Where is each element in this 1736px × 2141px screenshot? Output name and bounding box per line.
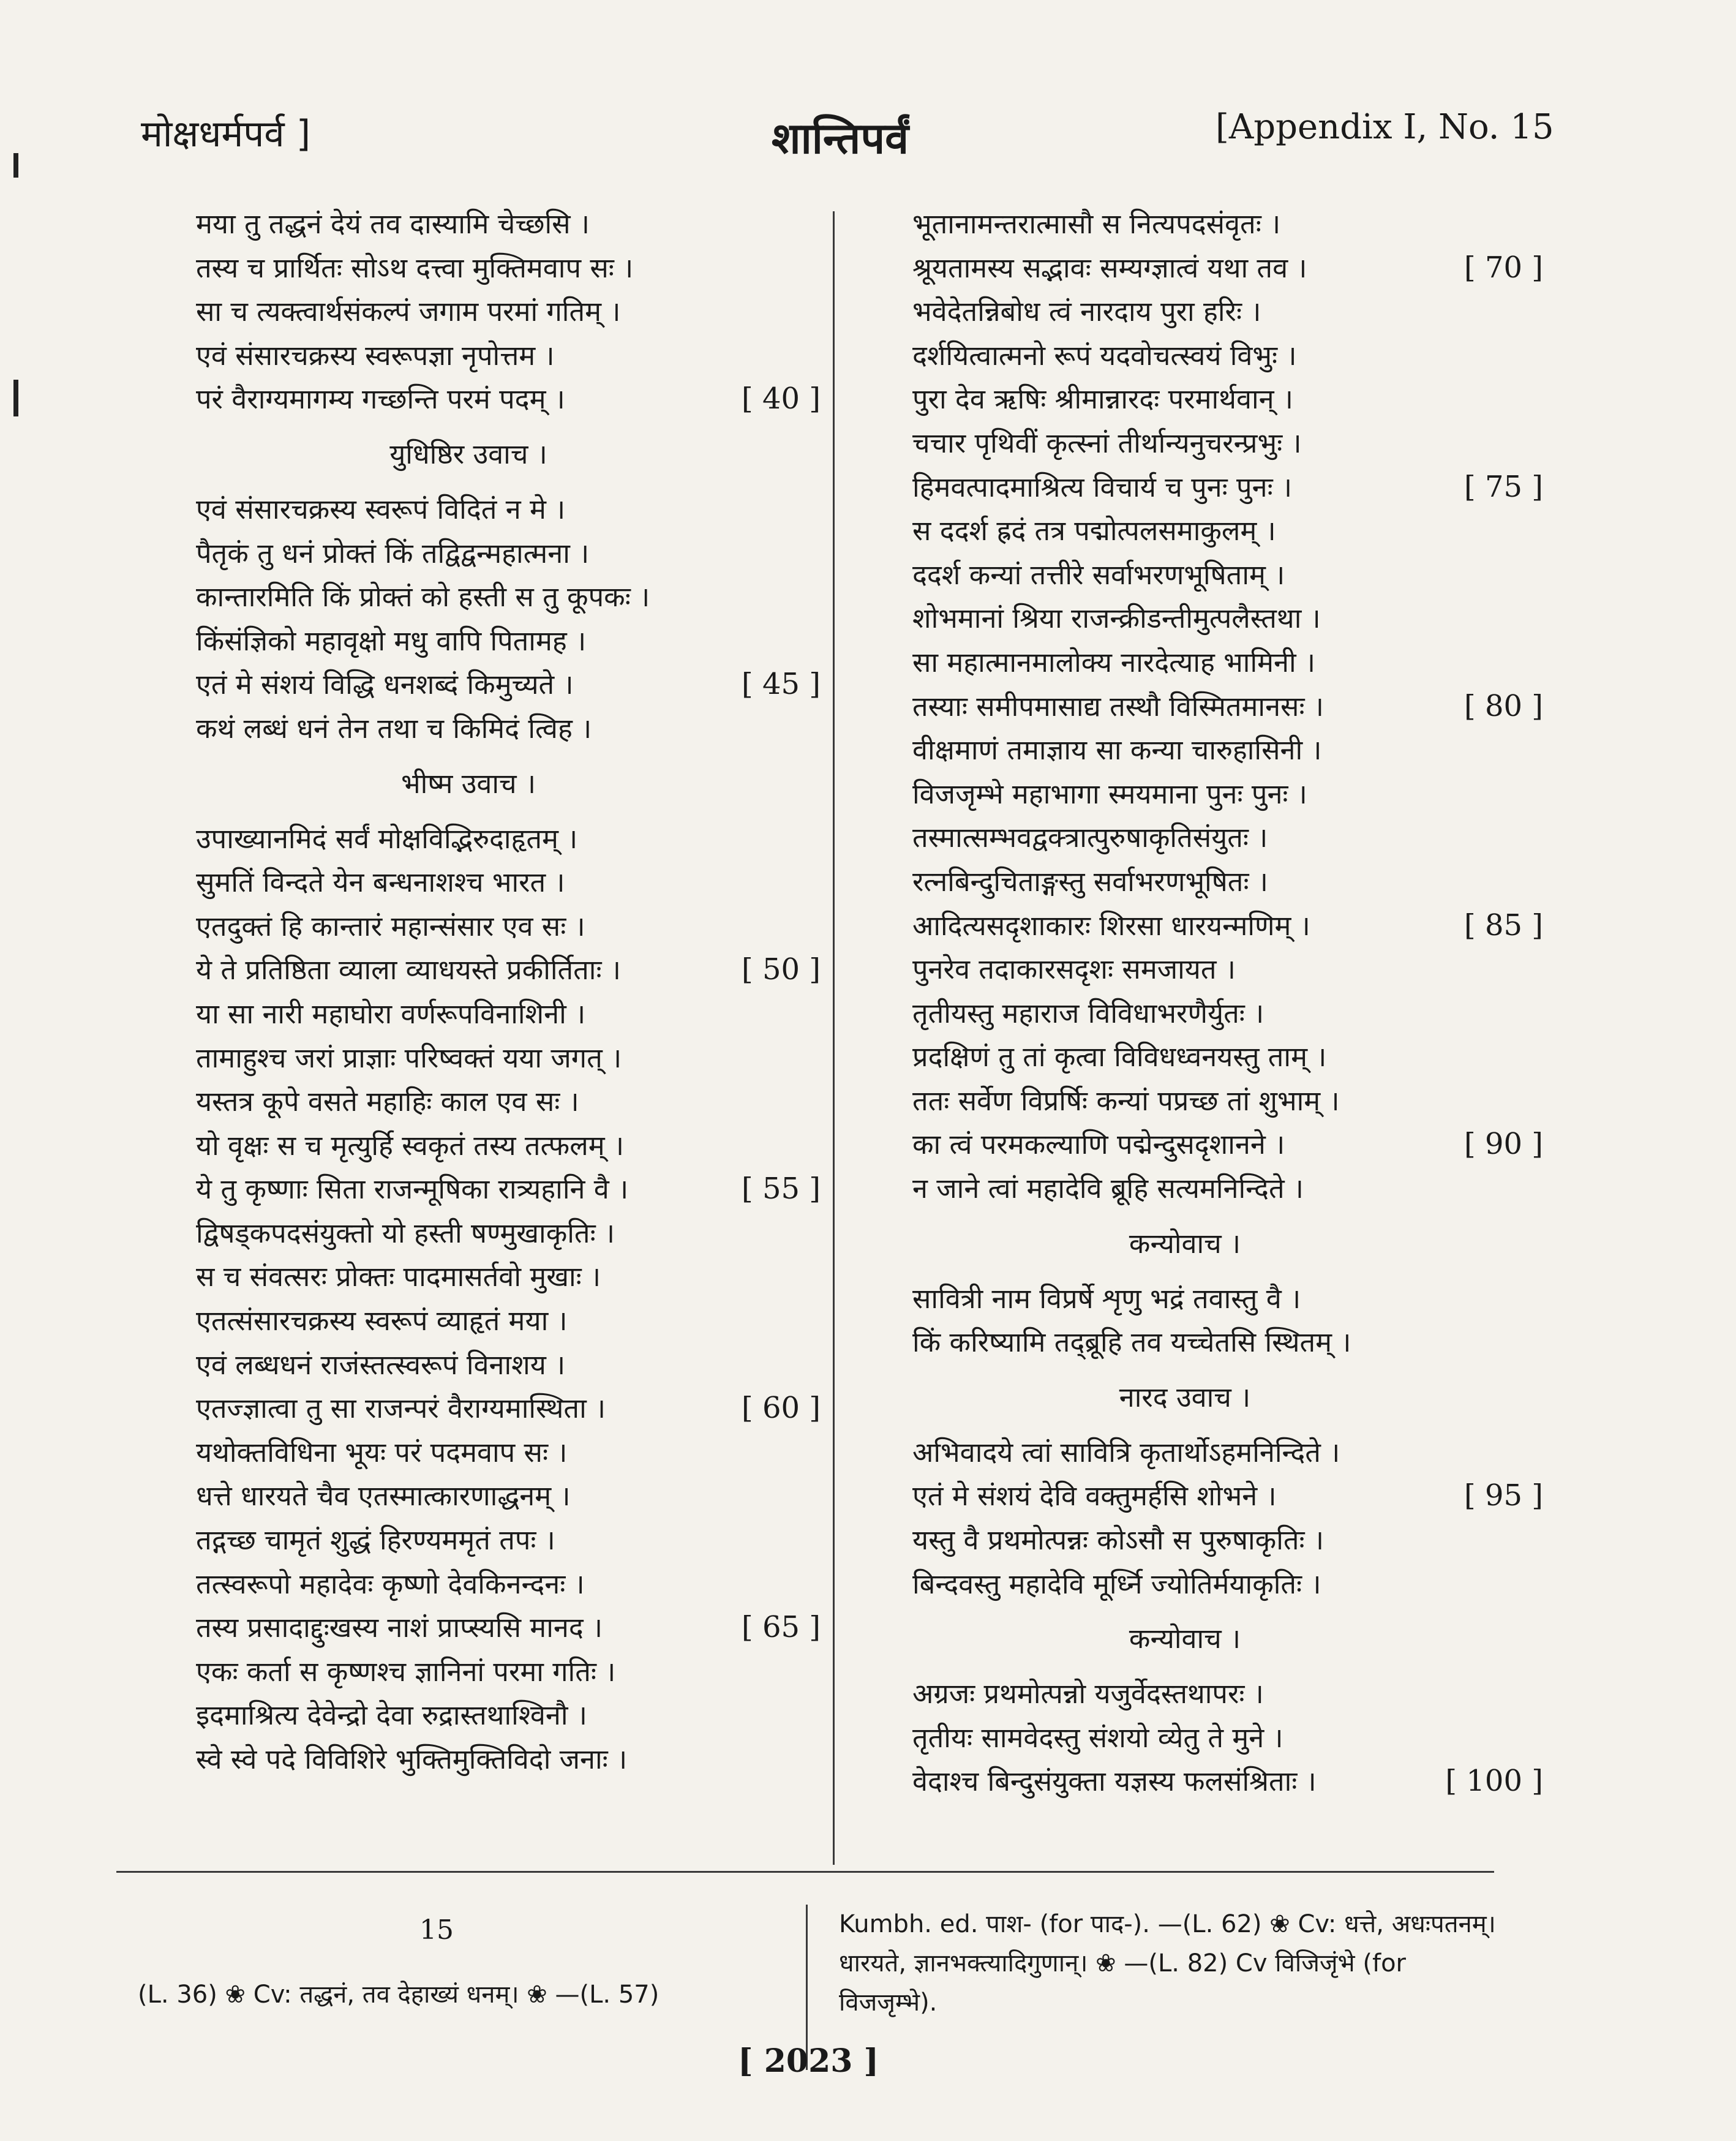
verse-number: [ 75 ] (1464, 469, 1543, 504)
verse-text: एवं संसारचक्रस्य स्वरूपज्ञा नृपोत्तम । (196, 339, 555, 372)
verse-text: एतदुक्तं हि कान्तारं महान्संसार एव सः । (196, 909, 585, 943)
verse-text: स्वे स्वे पदे विविशिरे भुक्तिमुक्तिविदो जनाः । (196, 1743, 628, 1775)
verse-text: एकः कर्ता स कृष्णश्च ज्ञानिनां परमा गतिः । (196, 1655, 616, 1688)
verse-text: इदमाश्रित्य देवेन्द्रो देवा रुद्रास्तथाश्विनौ । (196, 1699, 587, 1732)
verse-line (196, 202, 814, 246)
verse-line (912, 728, 1531, 772)
verse-text: किंसंज्ञिको महावृक्षो मधु वापि पितामह । (196, 624, 587, 657)
column-divider (833, 211, 835, 1865)
verse-line (196, 1167, 821, 1211)
verse-line (196, 575, 814, 619)
verse-line (912, 904, 1543, 948)
verse-line (196, 1474, 814, 1518)
header-right-reference: [Appendix I, No. 15 (1216, 107, 1554, 147)
verse-line (912, 1277, 1531, 1321)
verse-text: तस्य च प्रार्थितः सोऽथ दत्त्वा मुक्तिमवाप सः । (196, 251, 634, 284)
verse-text: पुरा देव ऋषिः श्रीमान्नारदः परमार्थवान् । (912, 383, 1293, 416)
verse-line (912, 947, 1531, 991)
verse-text: तृतीयः सामवेदस्तु संशयो व्येतु ते मुने । (912, 1721, 1283, 1754)
verse-text: तृतीयस्तु महाराज विविधाभरणैर्युतः । (912, 996, 1264, 1029)
verse-line (196, 1080, 814, 1124)
verse-line (196, 1124, 814, 1168)
verse-text: सा महात्मानमालोक्य नारदेत्याह भामिनी । (912, 645, 1316, 679)
verse-line (912, 1035, 1531, 1079)
speaker-heading: भीष्म उवाच । (401, 767, 536, 800)
verse-text: यस्तत्र कूपे वसते महाहिः काल एव सः । (196, 1085, 579, 1118)
page-number: [ 2023 ] (738, 2042, 879, 2080)
verse-text: द्विषड्कपदसंयुक्तो यो हस्ती षण्मुखाकृतिः । (196, 1216, 615, 1249)
verse-text: तस्याः समीपमासाद्य तस्थौ विस्मितमानसः । (912, 690, 1324, 723)
verse-line (912, 202, 1531, 246)
verse-text: प्रदक्षिणं तु तां कृत्वा विविधध्वनयस्तु ताम् । (912, 1040, 1327, 1074)
verse-text: आदित्यसदृशाकारः शिरसा धारयन्मणिम् । (912, 909, 1310, 942)
verse-text: शोभमानां श्रिया राजन्क्रीडन्तीमुत्पलैस्तथा । (912, 602, 1321, 635)
verse-text: सुमतिं विन्दते येन बन्धनाशश्च भारत । (196, 866, 565, 899)
verse-line (196, 1036, 814, 1080)
footnote-section-number: 15 (419, 1914, 454, 1946)
verse-text: भूतानामन्तरात्मासौ स नित्यपदसंवृतः । (912, 208, 1281, 240)
verse-line (196, 1343, 814, 1387)
verse-number: [ 60 ] (741, 1391, 821, 1426)
verse-line (912, 553, 1531, 597)
verse-line (912, 641, 1531, 685)
verse-line (196, 817, 814, 861)
verse-line (912, 246, 1543, 290)
verse-text: तस्य प्रसादाद्दुःखस्य नाशं प्राप्स्यसि मानद । (196, 1611, 603, 1644)
verse-text: बिन्दवस्तु महादेवि मूर्ध्नि ज्योतिर्मयाकृतिः । (912, 1567, 1321, 1600)
verse-text: उपाख्यानमिदं सर्वं मोक्षविद्भिरुदाहृतम् । (196, 822, 578, 855)
verse-line (196, 707, 814, 751)
verse-line (912, 465, 1543, 510)
verse-line (912, 816, 1531, 860)
verse-text: कान्तारमिति किं प्रोक्तं को हस्ती स तु कूपकः । (196, 581, 650, 614)
verse-text: श्रूयतामस्य सद्भावः सम्यग्ज्ञात्वं यथा तव । (912, 251, 1307, 284)
verse-text: अग्रजः प्रथमोत्पन्नो यजुर्वेदस्तथापरः । (912, 1677, 1264, 1710)
verse-text: मया तु तद्धनं देयं तव दास्यामि चेच्छसि । (196, 208, 590, 240)
verse-text: विजजृम्भे महाभागा स्मयमाना पुनः पुनः । (912, 777, 1307, 810)
verse-line (912, 1474, 1543, 1518)
verse-line (196, 1650, 814, 1694)
verse-line (196, 1518, 814, 1562)
verse-text: भवेदेतन्निबोध त्वं नारदाय पुरा हरिः । (912, 295, 1261, 328)
verse-text: वीक्षमाणं तमाज्ञाय सा कन्या चारुहासिनी । (912, 734, 1322, 767)
verse-line (912, 596, 1531, 641)
verse-line (912, 1716, 1531, 1760)
verse-number: [ 55 ] (741, 1172, 821, 1206)
verse-text: का त्वं परमकल्याणि पद्मेन्दुसदृशानने । (912, 1128, 1285, 1161)
verse-line (196, 1562, 814, 1606)
verse-line (196, 1431, 814, 1475)
verse-number: [ 90 ] (1464, 1127, 1543, 1162)
verse-line (912, 1562, 1531, 1606)
verse-number: [ 95 ] (1464, 1478, 1543, 1513)
verse-line (912, 1320, 1531, 1364)
verse-number: [ 80 ] (1464, 688, 1543, 723)
verse-text: एतज्ज्ञात्वा तु सा राजन्परं वैराग्यमास्थिता । (196, 1392, 606, 1425)
verse-text: सा च त्यक्त्वार्थसंकल्पं जगाम परमां गतिम् । (196, 295, 621, 328)
verse-text: स च संवत्सरः प्रोक्तः पादमासर्तवो मुखाः । (196, 1260, 601, 1293)
left-verse-column (196, 202, 821, 1782)
verse-line (912, 685, 1543, 729)
verse-text: किं करिष्यामि तद्ब्रूहि तव यच्चेतसि स्थितम् । (912, 1326, 1351, 1359)
verse-text: यस्तु वै प्रथमोत्पन्नः कोऽसौ स पुरुषाकृतिः । (912, 1524, 1324, 1557)
verse-line (196, 860, 814, 905)
header-center-title: शान्तिपर्वं (772, 113, 909, 164)
verse-line (196, 619, 814, 663)
verse-text: एतं मे संशयं देवि वक्तुमर्हसि शोभने । (912, 1480, 1277, 1513)
verse-line (912, 1167, 1531, 1211)
verse-line (912, 1123, 1543, 1167)
verse-number: [ 40 ] (741, 382, 821, 416)
verse-line (912, 377, 1531, 421)
verse-line (912, 1518, 1531, 1562)
verse-line (196, 1299, 814, 1343)
verse-line (912, 509, 1531, 553)
verse-number: [ 50 ] (741, 952, 821, 987)
header-left-title: मोक्षधर्मपर्व ] (141, 113, 311, 156)
verse-text: धत्ते धारयते चैव एतस्मात्कारणाद्धनम् । (196, 1480, 571, 1513)
verse-number: [ 70 ] (1464, 250, 1543, 285)
verse-text: तस्मात्सम्भवद्वक्त्रात्पुरुषाकृतिसंयुतः । (912, 821, 1268, 854)
verse-text: एतत्संसारचक्रस्य स्वरूपं व्याहृतं मया । (196, 1304, 568, 1338)
verse-number: [ 65 ] (741, 1610, 821, 1645)
verse-line (912, 1672, 1531, 1716)
verse-text: सावित्री नाम विप्रर्षे शृणु भद्रं तवास्तु वै । (912, 1282, 1301, 1315)
speaker-heading: युधिष्ठिर उवाच । (389, 437, 547, 470)
verse-line (196, 334, 814, 378)
verse-line (912, 290, 1531, 334)
verse-line (196, 487, 814, 532)
verse-text: रत्नबिन्दुचिताङ्गस्तु सर्वाभरणभूषितः । (912, 865, 1268, 898)
verse-line (912, 334, 1531, 378)
footnote-divider (116, 1871, 1494, 1873)
verse-text: पुनरेव तदाकारसदृशः समजायत । (912, 953, 1236, 986)
verse-text: ततः सर्वेण विप्रर्षिः कन्यां पप्रच्छ तां शुभाम् । (912, 1084, 1340, 1117)
verse-line (912, 1431, 1531, 1475)
verse-line (196, 1255, 814, 1299)
verse-line (196, 290, 814, 334)
verse-text: अभिवादये त्वां सावित्रि कृतार्थोऽहमनिन्दिते । (912, 1435, 1340, 1469)
verse-text: वेदाश्च बिन्दुसंयुक्ता यज्ञस्य फलसंश्रिताः । (912, 1765, 1317, 1798)
verse-text: ये ते प्रतिष्ठिता व्याला व्याधयस्ते प्रकीर्तिताः । (196, 954, 621, 987)
verse-text: एवं लब्धधनं राजंस्तत्स्वरूपं विनाशय । (196, 1348, 566, 1381)
verse-line (912, 860, 1531, 904)
verse-line (912, 1079, 1531, 1123)
verse-line (912, 991, 1531, 1036)
verse-text: यथोक्तविधिना भूयः परं पदमवाप सः । (196, 1435, 568, 1469)
verse-line (196, 377, 821, 421)
verse-line (196, 948, 821, 992)
verse-line (196, 1211, 814, 1255)
verse-text: स ददर्श ह्रदं तत्र पद्मोत्पलसमाकुलम् । (912, 514, 1276, 547)
speaker-heading: कन्योवाच । (1129, 1227, 1241, 1260)
verse-text: ये तु कृष्णाः सिता राजन्मूषिका रात्र्यहानि वै । (196, 1173, 629, 1206)
verse-text: यो वृक्षः स च मृत्युर्हि स्वकृतं तस्य तत्फलम् । (196, 1129, 625, 1162)
verse-text: ददर्श कन्यां तत्तीरे सर्वाभरणभूषिताम् । (912, 558, 1285, 591)
verse-line (196, 532, 814, 576)
verse-number: [ 85 ] (1464, 908, 1543, 943)
verse-line (196, 246, 814, 290)
speaker-heading: कन्योवाच । (1129, 1622, 1241, 1655)
footnote-right: Kumbh. ed. पाश- (for पाद-). —(L. 62) ❀ Cv: धत्ते, अधःपतनम्। धारयते, ज्ञानभक्त्यादिगुणान्। ❀ —(L. 82) Cv विजिजृंभे (for विजजृम्भे). (839, 1910, 1496, 2017)
verse-text: एतं मे संशयं विद्धि धनशब्दं किमुच्यते । (196, 668, 574, 701)
verse-text: एवं संसारचक्रस्य स्वरूपं विदितं न मे । (196, 492, 566, 525)
verse-line (196, 663, 821, 707)
verse-text: हिमवत्पादमाश्रित्य विचार्य च पुनः पुनः । (912, 470, 1293, 503)
verse-text: पैतृकं तु धनं प्रोक्तं किं तद्विद्वन्महात्मना । (196, 536, 590, 570)
verse-text: न जाने त्वां महादेवि ब्रूहि सत्यमनिन्दिते । (912, 1172, 1304, 1205)
verse-line (196, 1606, 821, 1650)
verse-text: तामाहुश्च जरां प्राज्ञाः परिष्वक्तं यया जगत् । (196, 1041, 622, 1074)
verse-number: [ 100 ] (1445, 1764, 1543, 1799)
verse-line (196, 992, 814, 1036)
verse-line (912, 772, 1531, 816)
verse-text: चचार पृथिवीं कृत्स्नां तीर्थान्यनुचरन्प्रभुः । (912, 426, 1302, 459)
verse-line (196, 905, 814, 949)
verse-line (912, 421, 1531, 465)
verse-line (196, 1693, 814, 1737)
footnote-left: (L. 36) ❀ Cv: तद्धनं, तव देहाख्यं धनम्। ❀ —(L. 57) (138, 1981, 659, 2009)
margin-mark (13, 153, 18, 178)
verse-text: कथं लब्धं धनं तेन तथा च किमिदं त्विह । (196, 712, 592, 745)
verse-text: तत्स्वरूपो महादेवः कृष्णो देवकिनन्दनः । (196, 1567, 585, 1600)
verse-text: परं वैराग्यमागम्य गच्छन्ति परमं पदम् । (196, 383, 565, 416)
verse-line (196, 1387, 821, 1431)
speaker-heading: नारद उवाच । (1119, 1380, 1251, 1413)
verse-text: दर्शयित्वात्मनो रूपं यदवोचत्स्वयं विभुः । (912, 339, 1297, 372)
verse-number: [ 45 ] (741, 667, 821, 702)
margin-mark (13, 380, 18, 416)
verse-text: या सा नारी महाघोरा वर्णरूपविनाशिनी । (196, 997, 586, 1030)
verse-line (912, 1759, 1543, 1804)
verse-text: तद्गच्छ चामृतं शुद्धं हिरण्यममृतं तपः । (196, 1524, 555, 1557)
right-verse-column (912, 202, 1543, 1804)
verse-line (196, 1737, 814, 1782)
